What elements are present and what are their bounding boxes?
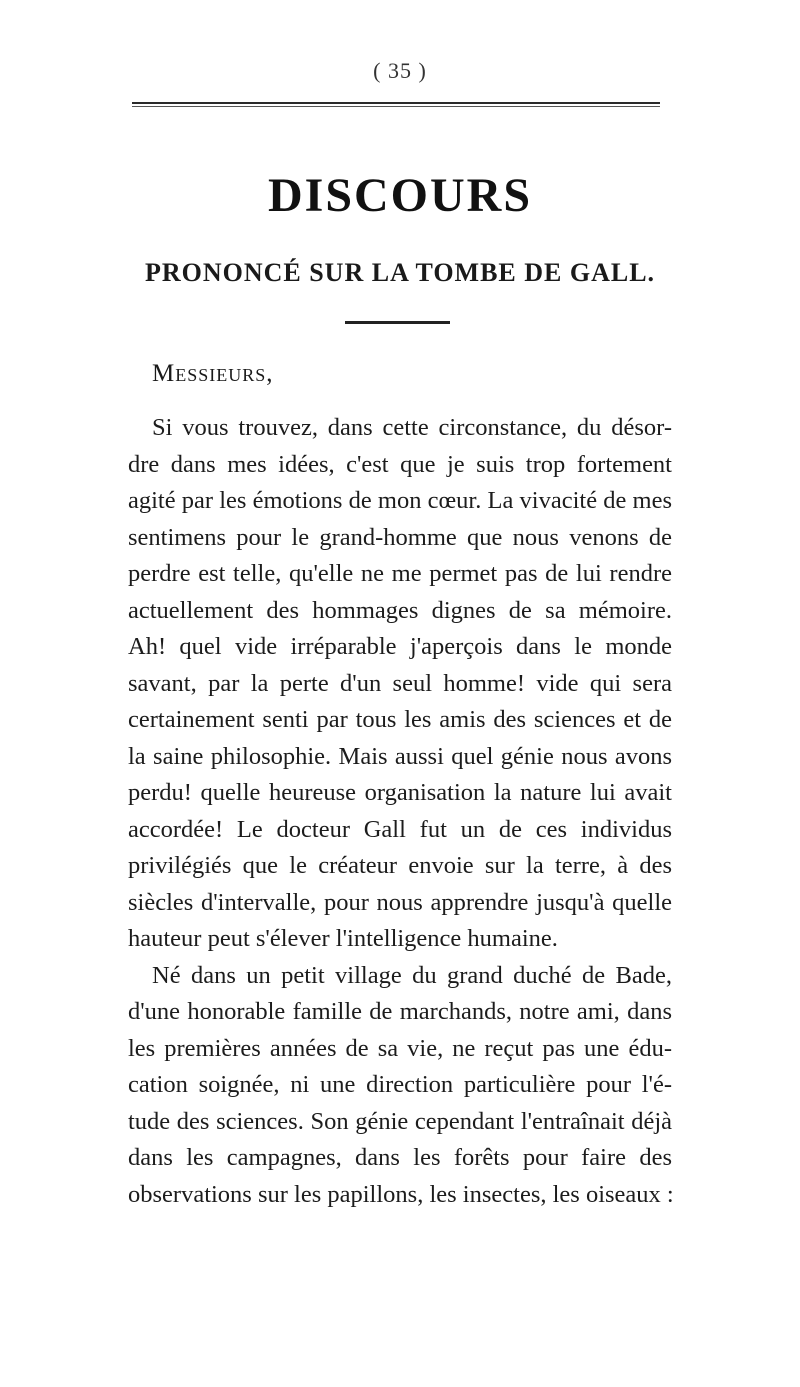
text-line: accordée! Le docteur Gall fut un de ces individus: [128, 815, 672, 843]
text-line: hauteur peut s'élever l'intelligence humaine.: [128, 925, 558, 952]
text-line: savant, par la perte d'un seul homme! vide qui sera: [128, 669, 672, 697]
text-line: perdu! quelle heureuse organisation la nature lui avait: [128, 779, 672, 806]
text-line: sentimens pour le grand-homme que nous venons de: [128, 523, 672, 551]
section-divider: [345, 321, 450, 324]
paragraph-2: [128, 958, 672, 1214]
text-line: siècles d'intervalle, pour nous apprendre jusqu'à quelle: [128, 888, 672, 916]
page-number: ( 35 ): [373, 58, 427, 83]
text-line: Si vous trouvez, dans cette circonstance, du désor-: [152, 414, 672, 441]
text-line: les premières années de sa vie, ne reçut pas une édu-: [128, 1034, 672, 1062]
text-line: agité par les émotions de mon cœur. La vivacité de mes: [128, 487, 672, 514]
text-line: dre dans mes idées, c'est que je suis trop fortement: [128, 450, 672, 478]
text-line: Ah! quel vide irréparable j'aperçois dans le monde: [128, 633, 672, 660]
salutation: Messieurs,: [152, 360, 274, 387]
text-line: dans les campagnes, dans les forêts pour faire des: [128, 1144, 672, 1171]
text-line: Né dans un petit village du grand duché de Bade,: [152, 961, 672, 989]
text-line: d'une honorable famille de marchands, notre ami, dans: [128, 998, 672, 1025]
paragraph-1: [128, 410, 672, 958]
text-line: la saine philosophie. Mais aussi quel génie nous avons: [128, 742, 672, 770]
page-title: DISCOURS: [267, 169, 533, 222]
page-subtitle: PRONONCÉ SUR LA TOMBE DE GALL.: [144, 258, 656, 287]
header-rule: [132, 102, 660, 107]
text-line: tude des sciences. Son génie cependant l'entraînait déjà: [128, 1107, 672, 1135]
text-line: perdre est telle, qu'elle ne me permet pas de lui rendre: [128, 560, 672, 587]
text-line: cation soignée, ni une direction particulière pour l'é-: [128, 1071, 672, 1098]
text-line: actuellement des hommages dignes de sa mémoire.: [128, 596, 672, 624]
body-text: [128, 410, 672, 1213]
text-line: certainement senti par tous les amis des sciences et de: [128, 706, 672, 733]
text-line: observations sur les papillons, les insectes, les oiseaux :: [128, 1180, 674, 1208]
text-line: privilégiés que le créateur envoie sur la terre, à des: [128, 852, 672, 879]
